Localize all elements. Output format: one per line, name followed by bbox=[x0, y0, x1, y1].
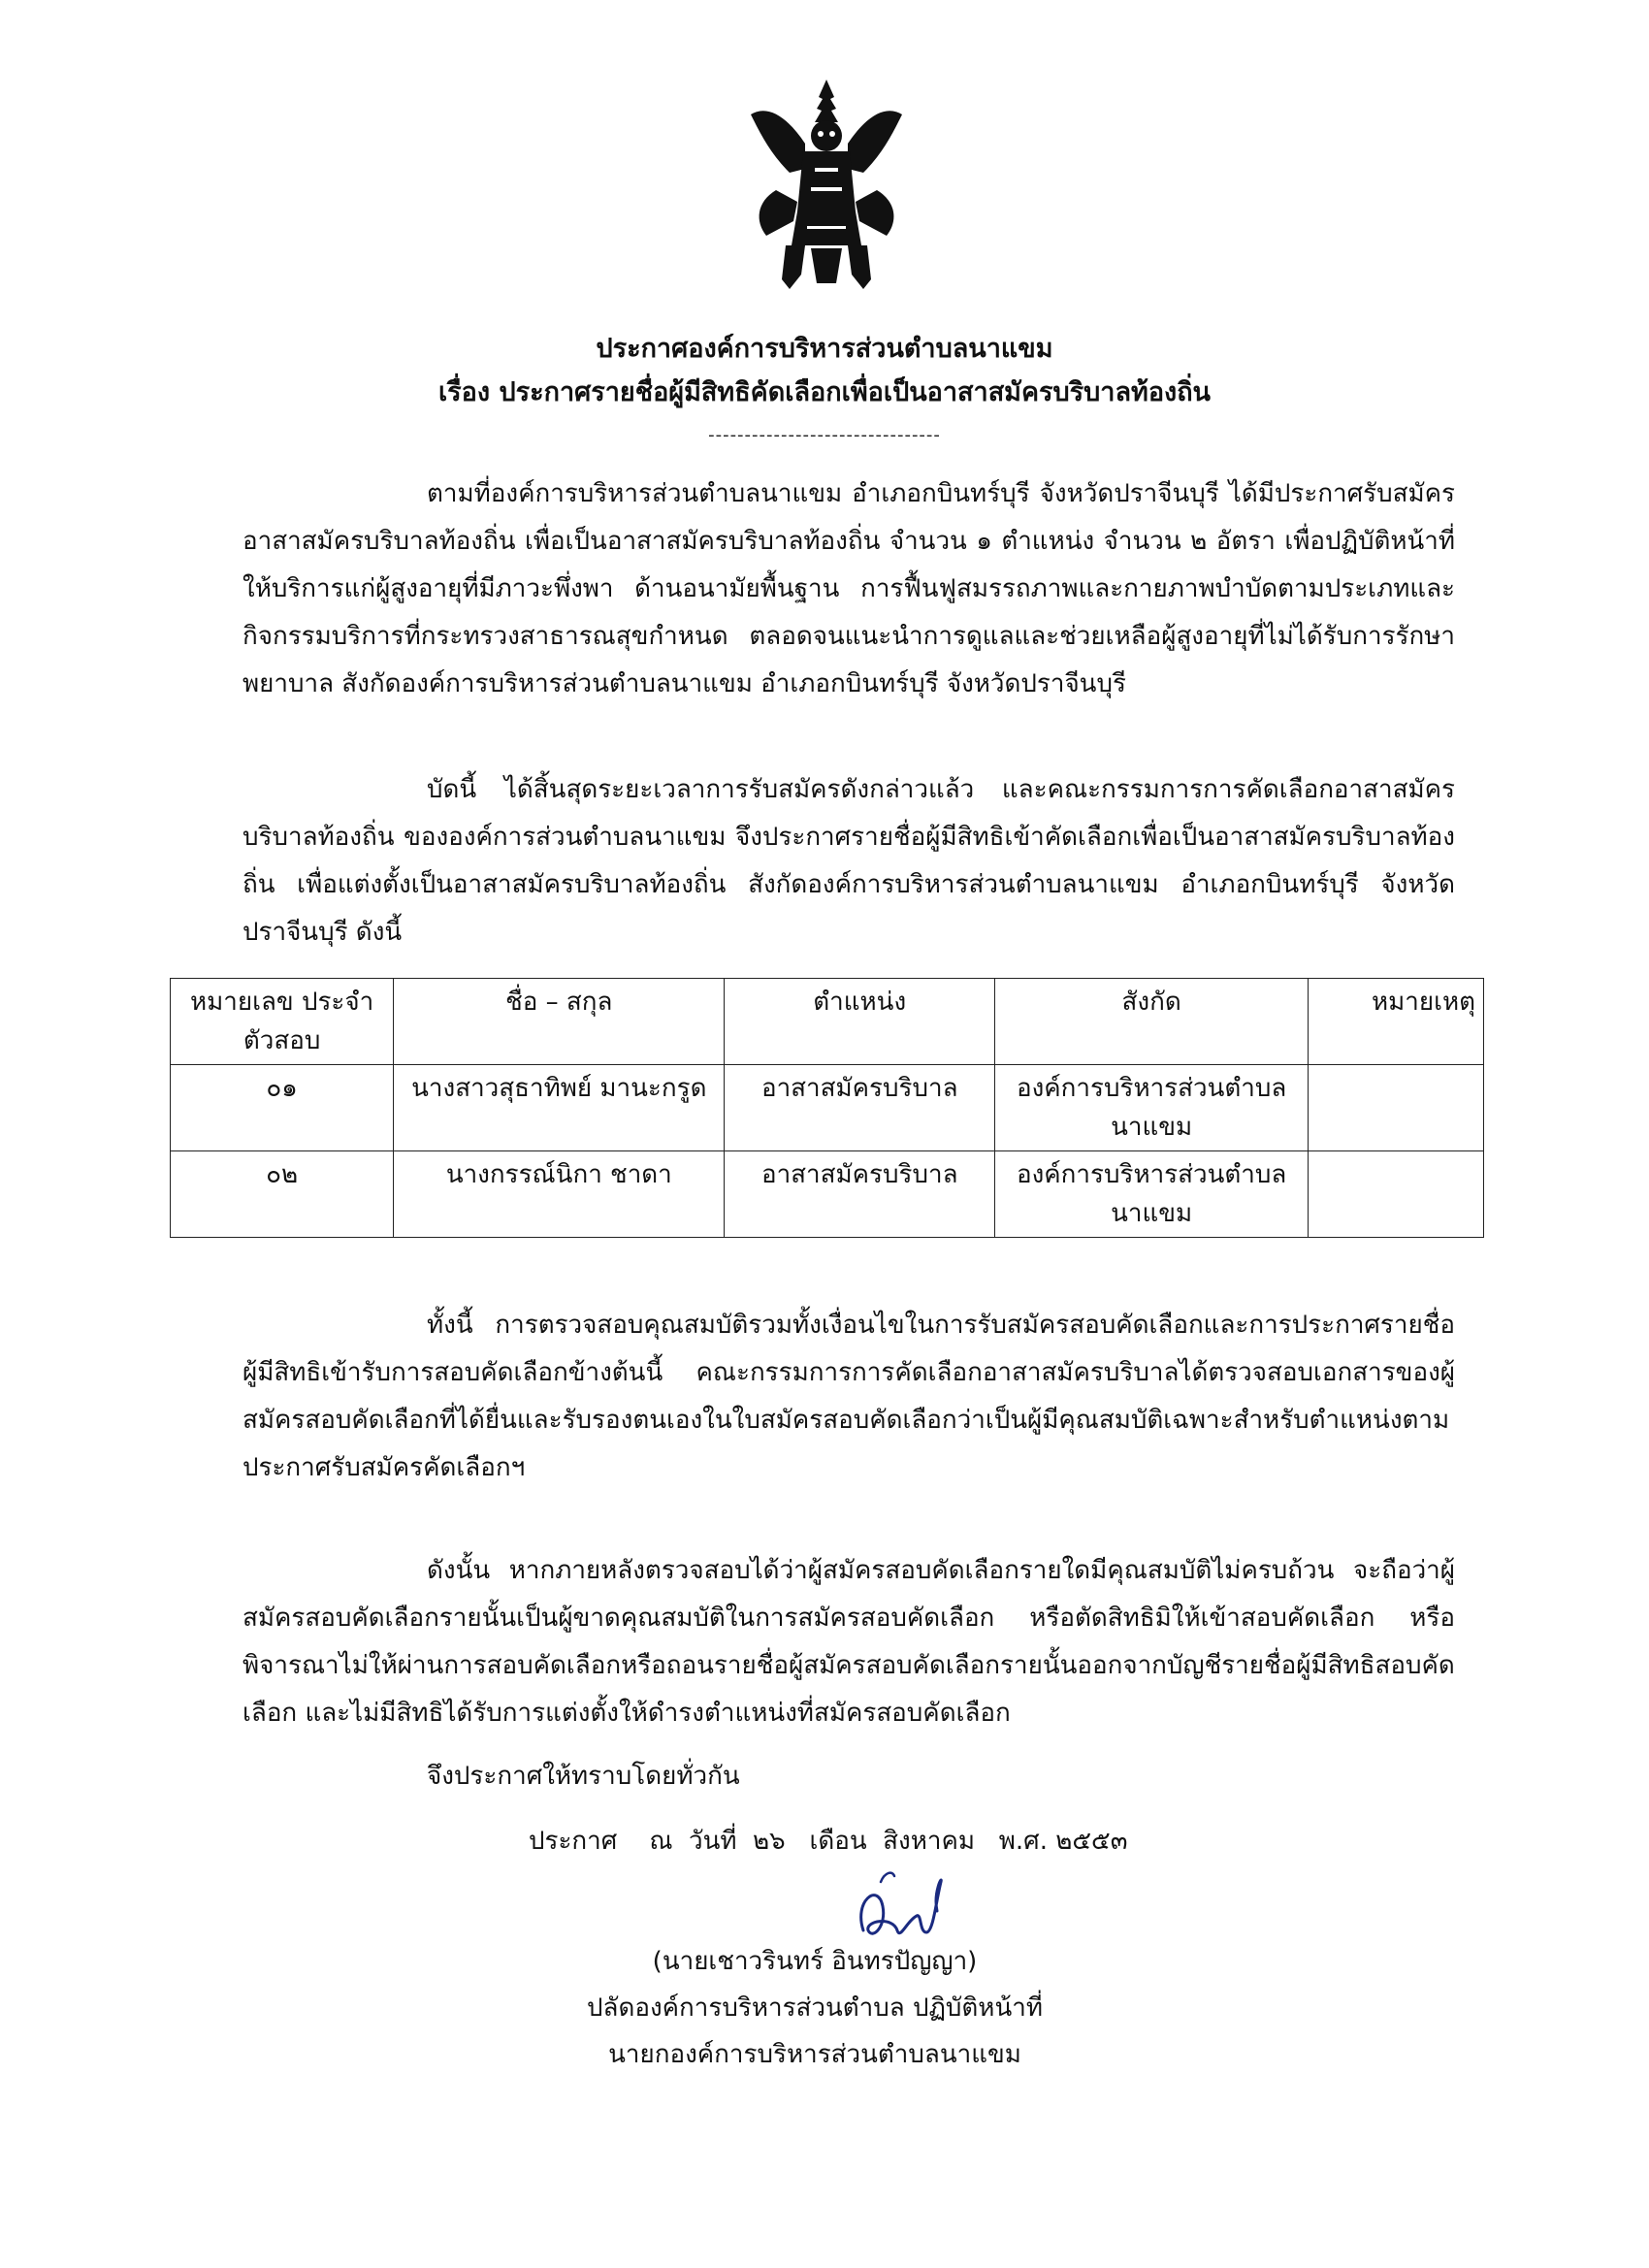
cell-position: อาสาสมัครบริบาล bbox=[725, 1151, 995, 1238]
header-remarks: หมายเหตุ bbox=[1309, 979, 1484, 1065]
signer-position: ปลัดองค์การบริหารส่วนตำบล ปฏิบัติหน้าที่ bbox=[587, 1993, 1043, 2023]
cell-exam-number: ๐๒ bbox=[171, 1151, 394, 1238]
cell-exam-number: ๐๑ bbox=[171, 1065, 394, 1151]
signer-position-acting: นายกองค์การบริหารส่วนตำบลนาแขม bbox=[608, 2040, 1021, 2069]
table-row bbox=[171, 1151, 1484, 1238]
title-separator: -------------------------------- bbox=[708, 425, 941, 445]
header-position: ตำแหน่ง bbox=[725, 979, 995, 1065]
header-name: ชื่อ – สกุล bbox=[394, 979, 725, 1065]
paragraph-5: จึงประกาศให้ทราบโดยทั่วกัน bbox=[427, 1762, 740, 1791]
paragraph-4: ดังนั้น หากภายหลังตรวจสอบได้ว่าผู้สมัครสอบคัดเลือกรายใดมีคุณสมบัติไม่ครบถ้วน จะถือว่าผู้สมัครสอบคัดเลือกรายนั้นเป็นผู้ขาดคุณสมบัติในการสมัครสอบคัดเลือก หรือตัดสิทธิมิให้เข้าสอบคัดเลือก หรือพิจารณาไม่ให้ผ่านการสอบคัดเลือกหรือถอนรายชื่อผู้สมัครสอบคัดเลือกรายนั้นออกจากบัญชีรายชื่อผู้มีสิทธิสอบคัดเลือก และไม่มีสิทธิได้รับการแต่งตั้งให้ดำรงตำแหน่งที่สมัครสอบคัดเลือก bbox=[242, 1556, 1455, 1728]
paragraph-1: ตามที่องค์การบริหารส่วนตำบลนาแขม อำเภอกบินทร์บุรี จังหวัดปราจีนบุรี ได้มีประกาศรับสมัครอาสาสมัครบริบาลท้องถิ่น เพื่อเป็นอาสาสมัครบริบาลท้องถิ่น จำนวน ๑ ตำแหน่ง จำนวน ๒ อัตรา เพื่อปฏิบัติหน้าที่ให้บริการแก่ผู้สูงอายุที่มีภาวะพึ่งพา ด้านอนามัยพื้นฐาน การฟื้นฟูสมรรถภาพและกายภาพบำบัดตามประเภทและกิจกรรมบริการที่กระทรวงสาธารณสุขกำหนด ตลอดจนแนะนำการดูแลและช่วยเหลือผู้สูงอายุที่ไม่ได้รับการรักษาพยาบาล สังกัดองค์การบริหารส่วนตำบลนาแขม อำเภอกบินทร์บุรี จังหวัดปราจีนบุรี bbox=[242, 479, 1455, 698]
garuda-emblem-icon bbox=[747, 76, 907, 299]
document-title: ประกาศองค์การบริหารส่วนตำบลนาแขม bbox=[596, 334, 1053, 364]
cell-position: อาสาสมัครบริบาล bbox=[725, 1065, 995, 1151]
cell-name: นางกรรณ์นิกา ชาดา bbox=[394, 1151, 725, 1238]
table-row bbox=[171, 1065, 1484, 1151]
candidates-table bbox=[170, 978, 1484, 1238]
table-header-row bbox=[171, 979, 1484, 1065]
cell-affiliation: องค์การบริหารส่วนตำบล นาแขม bbox=[995, 1151, 1309, 1238]
header-exam-number: หมายเลข ประจำตัวสอบ bbox=[171, 979, 394, 1065]
paragraph-2: บัดนี้ ได้สิ้นสุดระยะเวลาการรับสมัครดังกล่าวแล้ว และคณะกรรมการการคัดเลือกอาสาสมัครบริบาลท้องถิ่น ขององค์การส่วนตำบลนาแขม จึงประกาศรายชื่อผู้มีสิทธิเข้าคัดเลือกเพื่อเป็นอาสาสมัครบริบาลท้องถิ่น เพื่อแต่งตั้งเป็นอาสาสมัครบริบาลท้องถิ่น สังกัดองค์การบริหารส่วนตำบลนาแขม อำเภอกบินทร์บุรี จังหวัดปราจีนบุรี ดังนี้ bbox=[242, 775, 1455, 947]
document-subject: เรื่อง ประกาศรายชื่อผู้มีสิทธิคัดเลือกเพื่อเป็นอาสาสมัครบริบาลท้องถิ่น bbox=[437, 377, 1212, 407]
cell-remarks bbox=[1309, 1151, 1484, 1238]
cell-name: นางสาวสุธาทิพย์ มานะกรูด bbox=[394, 1065, 725, 1151]
header-affiliation: สังกัด bbox=[995, 979, 1309, 1065]
signer-name: (นายเชาวรินทร์ อินทรปัญญา) bbox=[652, 1947, 978, 1976]
cell-remarks bbox=[1309, 1065, 1484, 1151]
cell-affiliation: องค์การบริหารส่วนตำบล นาแขม bbox=[995, 1065, 1309, 1151]
paragraph-3: ทั้งนี้ การตรวจสอบคุณสมบัติรวมทั้งเงื่อนไขในการรับสมัครสอบคัดเลือกและการประกาศรายชื่อผู้มีสิทธิเข้ารับการสอบคัดเลือกข้างต้นนี้ คณะกรรมการการคัดเลือกอาสาสมัครบริบาลได้ตรวจสอบเอกสารของผู้สมัครสอบคัดเลือกที่ได้ยื่นและรับรองตนเองในใบสมัครสอบคัดเลือกว่าเป็นผู้มีคุณสมบัติเฉพาะสำหรับตำแหน่งตามประกาศรับสมัครคัดเลือกฯ bbox=[242, 1311, 1455, 1482]
announcement-date: ประกาศ ณ วันที่ ๒๖ เดือน สิงหาคม พ.ศ. ๒๕๕๓ bbox=[529, 1827, 1128, 1856]
